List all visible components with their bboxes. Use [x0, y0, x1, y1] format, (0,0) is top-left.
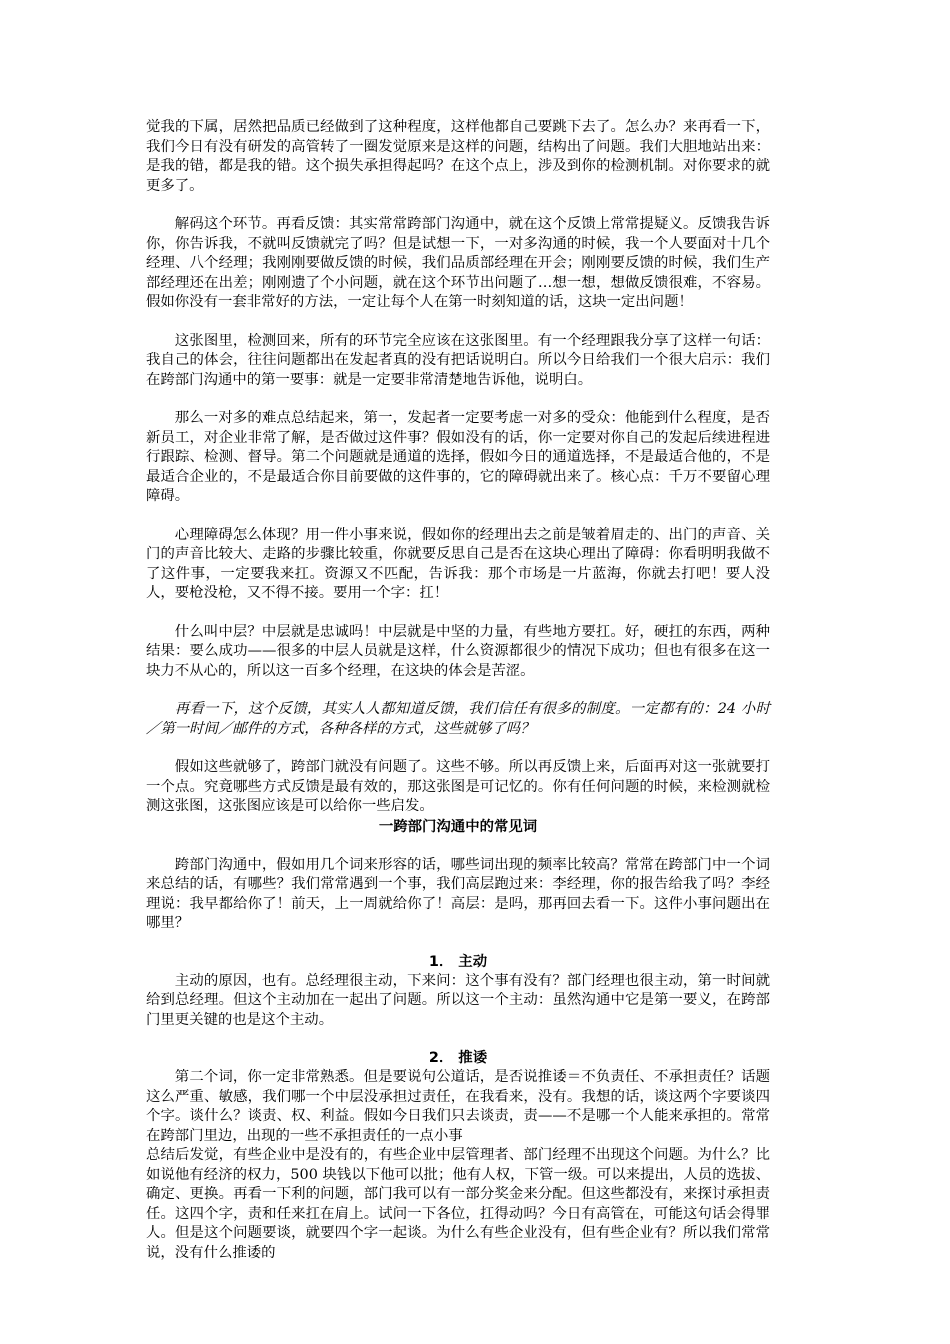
- paragraph-1: 觉我的下属，居然把品质已经做到了这种程度，这样他都自己要跳下去了。怎么办？来再看一下，我们今日有没有研发的高管转了一圈发觉原来是这样的问题，结构出了问题。我们大胆地站出来：是我的错，都是我的错。这个损失承担得起吗？在这个点上，涉及到你的检测机制。对你要求的就更多了。: [146, 119, 770, 194]
- paragraph-11: 第二个词，你一定非常熟悉。但是要说句公道话，是否说推诿＝不负责任、不承担责任？话题这么严重、敏感，我们哪一个中层没承担过责任，在我看来，没有。我想的话，谈这两个字要谈四个字。谈什么？谈责、权、利益。假如今日我们只去谈责，责——不是哪一个人能来承担的。常常在跨部门里边，出现的一些不承担责任的一点小事: [146, 1069, 770, 1144]
- document-page: [146, 118, 770, 1263]
- paragraph-8: 假如这些就够了，跨部门就没有问题了。这些不够。所以再反馈上来，后面再对这一张就要打一个点。究竟哪些方式反馈是最有效的，那这张图是可记忆的。你有任何问题的时候，来检测就检测这张图，这张图应该是可以给你一些启发。: [146, 759, 770, 814]
- paragraph-12: 总结后发觉，有些企业中是没有的，有些企业中层管理者、部门经理不出现这个问题。为什么？比如说他有经济的权力，500 块钱以下他可以批；他有人权，下管一级。可以来提出，人员的选拔、确定、更换。再看一下利的问题，部门我可以有一部分奖金来分配。但这些都没有，来探讨承担责任。这四个字，责和任来扛在肩上。试问一下各位，扛得动吗？今日有高管在，可能这句话会得罪人。但是这个问题要谈，就要四个字一起谈。为什么有些企业没有，但有些企业有？所以我们常常说，没有什么推诿的: [146, 1147, 770, 1261]
- paragraph-6: 什么叫中层？中层就是忠诚吗！中层就是中坚的力量，有些地方要扛。好，硬扛的东西，两种结果：要么成功——很多的中层人员就是这样，什么资源都很少的情况下成功；但也有很多在这一块力不从心的，所以这一百多个经理，在这块的体会是苦涩。: [146, 623, 770, 679]
- paragraph-5: 心理障碍怎么体现？用一件小事来说，假如你的经理出去之前是皱着眉走的、出门的声音、关门的声音比较大、走路的步骤比较重，你就要反思自己是否在这块心理出了障碍：你看明明我做不了这件事，一定要我来扛。资源又不匹配，告诉我：那个市场是一片蓝海，你就去打吧！要人没人，要枪没枪，又不得不接。要用一个字：扛！: [146, 526, 770, 601]
- subheading-1: 1． 主动: [428, 953, 488, 970]
- paragraph-7-italic: 再看一下，这个反馈，其实人人都知道反馈，我们信任有很多的制度。一定都有的：24 小时／第一时间／邮件的方式，各种各样的方式，这些就够了吗？: [146, 701, 770, 737]
- section-heading: 一跨部门沟通中的常见词: [378, 818, 538, 835]
- paragraph-4: 那么一对多的难点总结起来，第一，发起者一定要考虑一对多的受众：他能到什么程度，是否新员工，对企业非常了解，是否做过这件事？假如没有的话，你一定要对你自己的发起后续进程进行跟踪、检测、督导。第二个问题就是通道的选择，假如今日的通道选择，不是最适合他的，不是最适合企业的，不是最适合你目前要做的这件事的，它的障碍就出来了。核心点：千万不要留心理障碍。: [146, 410, 770, 504]
- paragraph-10: 主动的原因，也有。总经理很主动，下来问：这个事有没有？部门经理也很主动，第一时间就给到总经理。但这个主动加在一起出了问题。所以这一个主动：虽然沟通中它是第一要义，在跨部门里更关键的也是这个主动。: [146, 972, 770, 1028]
- subheading-2: 2． 推诿: [428, 1050, 488, 1066]
- paragraph-3: 这张图里，检测回来，所有的环节完全应该在这张图里。有一个经理跟我分享了这样一句话：我自己的体会，往往问题都出在发起者真的没有把话说明白。所以今日给我们一个很大启示：我们在跨部门沟通中的第一要事：就是一定要非常清楚地告诉他，说明白。: [146, 332, 770, 388]
- paragraph-9: 跨部门沟通中，假如用几个词来形容的话，哪些词出现的频率比较高？常常在跨部门中一个词来总结的话，有哪些？我们常常遇到一个事，我们高层跑过来：李经理，你的报告给我了吗？李经理说：我早都给你了！前天，上一周就给你了！高层：是吗，那再回去看一下。这件小事问题出在哪里？: [146, 856, 770, 931]
- paragraph-2: 解码这个环节。再看反馈：其实常常跨部门沟通中，就在这个反馈上常常提疑义。反馈我告诉你，你告诉我，不就叫反馈就完了吗？但是试想一下，一对多沟通的时候，我一个人要面对十几个经理、八个经理；我刚刚要做反馈的时候，我们品质部经理在开会；刚刚要反馈的时候，我们生产部经理还在出差；刚刚遗了个小问题，就在这个环节出问题了…想一想，想做反馈很难，不容易。假如你没有一套非常好的方法，一定让每个人在第一时刻知道的话，这块一定出问题！: [146, 216, 770, 310]
